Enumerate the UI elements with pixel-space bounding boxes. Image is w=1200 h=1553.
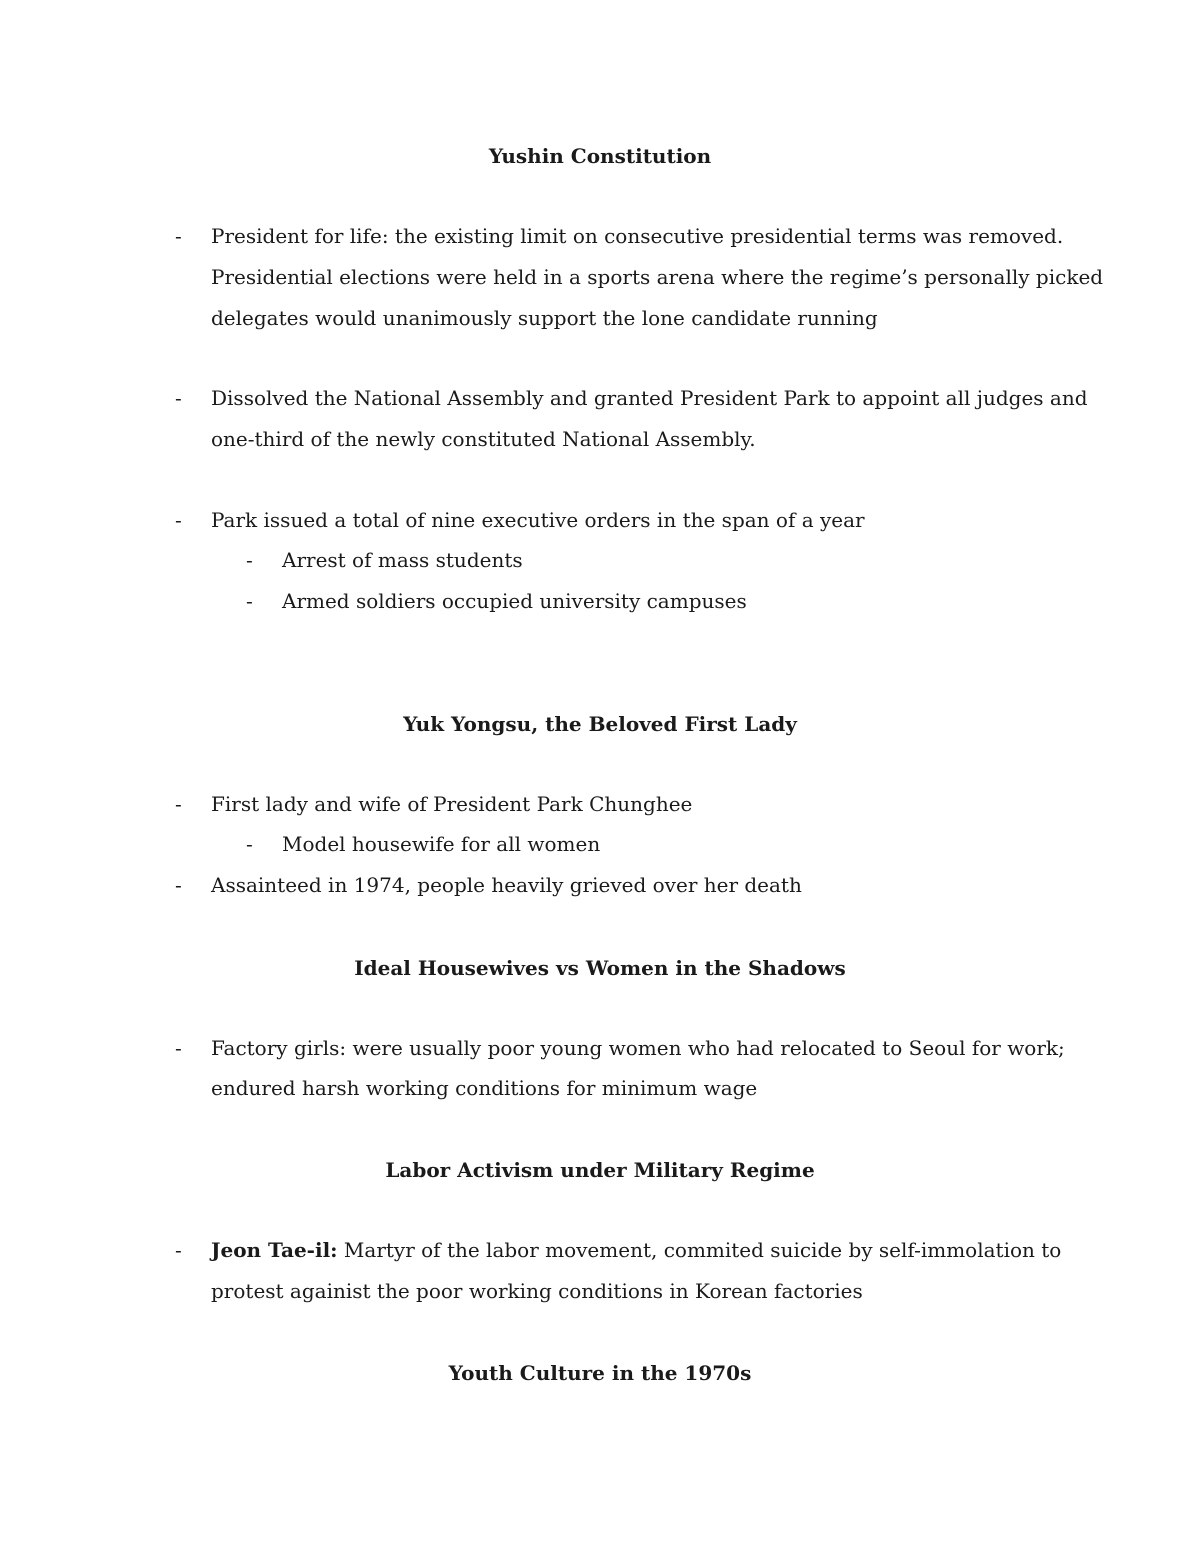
bullet-dash: - — [246, 832, 253, 856]
section-heading-ideal-housewives: Ideal Housewives vs Women in the Shadows — [354, 956, 846, 980]
bullet-line: - President for life: the existing limit on consecutive presidential terms was removed. — [211, 216, 1063, 257]
bullet-dash: - — [246, 548, 253, 572]
bullet-line: - Assainteed in 1974, people heavily grieved over her death — [211, 865, 802, 906]
bullet-line: delegates would unanimously support the lone candidate running — [211, 306, 878, 330]
sub-bullet-line: - Model housewife for all women — [282, 824, 600, 865]
sub-bullet-line: - Armed soldiers occupied university campuses — [282, 581, 747, 622]
bullet-line: - First lady and wife of President Park Chunghee — [211, 784, 692, 825]
bullet-line: - Jeon Tae-il: Martyr of the labor movement, commited suicide by self-immolation to — [211, 1230, 1061, 1271]
bullet-line: - Park issued a total of nine executive orders in the span of a year — [211, 500, 865, 541]
bullet-line: Presidential elections were held in a sports arena where the regime’s personally picked — [211, 265, 1104, 289]
section-heading-yuk-yongsu: Yuk Yongsu, the Beloved First Lady — [403, 712, 797, 736]
bullet-dash: - — [246, 589, 253, 613]
bullet-dash: - — [175, 508, 182, 532]
bullet-dash: - — [175, 1036, 182, 1060]
section-heading-yushin: Yushin Constitution — [488, 144, 712, 168]
bullet-dash: - — [175, 1238, 182, 1262]
bullet-line: - Factory girls: were usually poor young women who had relocated to Seoul for work; — [211, 1028, 1065, 1069]
sub-bullet-line: - Arrest of mass students — [282, 540, 523, 581]
bullet-dash: - — [175, 386, 182, 410]
bullet-dash: - — [175, 792, 182, 816]
bullet-line: - Dissolved the National Assembly and granted President Park to appoint all judges and — [211, 378, 1088, 419]
bold-lead-term: Jeon Tae-il: — [211, 1238, 338, 1262]
bullet-line: endured harsh working conditions for minimum wage — [211, 1076, 758, 1100]
section-heading-labor-activism: Labor Activism under Military Regime — [385, 1158, 815, 1182]
bullet-line: protest againist the poor working conditions in Korean factories — [211, 1279, 863, 1303]
bullet-dash: - — [175, 224, 182, 248]
bullet-line: one-third of the newly constituted National Assembly. — [211, 427, 756, 451]
bullet-dash: - — [175, 873, 182, 897]
section-heading-youth-culture: Youth Culture in the 1970s — [448, 1361, 752, 1385]
